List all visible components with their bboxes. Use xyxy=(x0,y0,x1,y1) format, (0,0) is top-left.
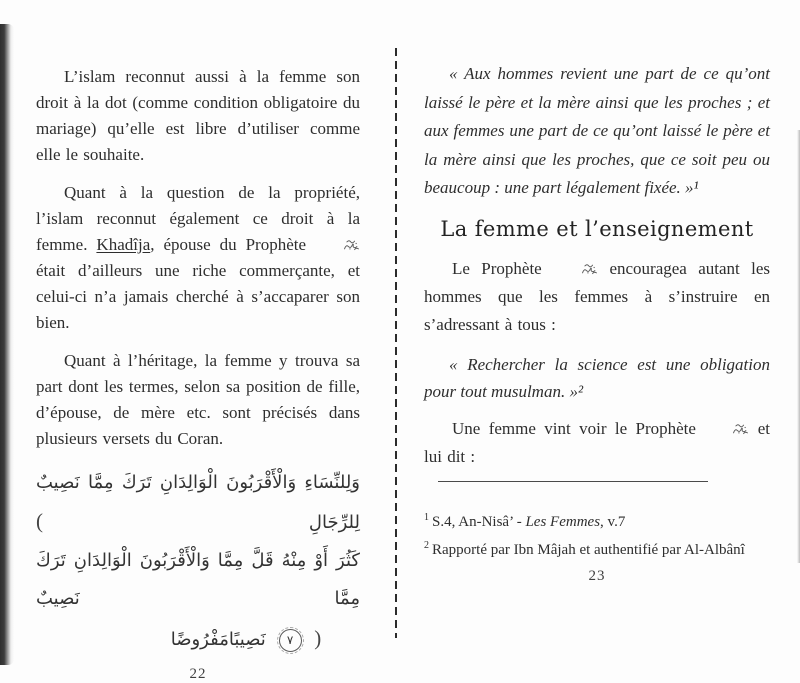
quran-line-1-text: وَلِلنِّسَاءِ وَالْأَقْرَبُونَ الْوَالِدَانِ تَرَكَ مِمَّا نَصِيبٌ لِلرِّجَالِ xyxy=(36,472,360,533)
quran-verse-line-1 xyxy=(36,464,360,542)
quran-line-2-text: كَثُرَ أَوْ مِنْهُ قَلَّ مِمَّا وَالْأَقْرَبُونَ الْوَالِدَانِ تَرَكَ مِمَّا نَصِيبٌ xyxy=(36,550,360,609)
quran-verse-block xyxy=(36,464,360,660)
paragraph-dot-text: L’islam reconnut aussi à la femme son droit à la dot (comme condition obligatoire du mariage) qu’elle est libre d’utiliser comme elle le souhaite. xyxy=(36,67,360,164)
page-number-left: 22 xyxy=(189,666,207,682)
paragraph-dot xyxy=(36,64,360,168)
footnote-separator xyxy=(438,481,708,482)
footnotes-block xyxy=(424,506,770,562)
paragraph-femme-vint xyxy=(424,415,770,471)
right-page xyxy=(424,60,770,585)
footnote-1-marker: 1 xyxy=(424,511,429,523)
quote-science-text: « Rechercher la science est une obligation pour tout musulman. »² xyxy=(424,354,770,401)
paragraph-heritage xyxy=(36,348,360,452)
quote-science xyxy=(424,351,770,405)
footnote-1-text-a: S.4, An-Nisâ’ - xyxy=(432,513,526,530)
page-gutter-divider xyxy=(395,48,397,638)
ayah-number-circle: ٧ xyxy=(279,629,302,652)
verse-open-bracket: ( xyxy=(36,509,43,533)
footnote-1-text-b: , v.7 xyxy=(600,513,626,530)
verse-close-bracket: ) xyxy=(314,626,322,650)
saw-calligraphy-icon xyxy=(704,415,749,443)
left-page xyxy=(36,64,360,683)
book-left-edge-shadow xyxy=(0,24,14,665)
saw-calligraphy-icon xyxy=(315,232,360,258)
footnote-1 xyxy=(424,506,770,534)
footnote-2-text: Rapporté par Ibn Mâjah et authentifié par Al-Albânî xyxy=(432,541,745,558)
paragraph-propriete-text-b: , épouse du Prophète xyxy=(150,235,315,254)
paragraph-enseignement xyxy=(424,255,770,339)
footnote-2-marker: 2 xyxy=(424,539,429,551)
quote-inheritance xyxy=(424,60,770,203)
page-number-right: 23 xyxy=(588,567,606,584)
paragraph-heritage-text: Quant à l’héritage, la femme y trouva sa part dont les termes, selon sa position de fille, d’épouse, de mère etc. sont précisés dans plusieurs versets du Coran. xyxy=(36,351,360,448)
khadija-underlined: Khadîja xyxy=(96,235,151,254)
paragraph-propriete-text-c: était d’ailleurs une riche commerçante, et celui-ci n’a jamais cherché à s’accaparer son bien. xyxy=(36,261,360,332)
paragraph-enseignement-text-b: encouragea autant les hommes que les femmes à s’instruire en s’adressant à tous : xyxy=(424,258,771,334)
saw-calligraphy-icon xyxy=(553,255,598,283)
footnote-2 xyxy=(424,534,770,562)
quran-line-3-text: نَصِيبًامَفْرُوضًا xyxy=(170,629,266,650)
paragraph-femme-vint-text-b: et lui dit : xyxy=(424,418,770,466)
paragraph-propriete xyxy=(36,180,360,336)
paragraph-enseignement-text-a: Le Prophète xyxy=(452,258,554,278)
quran-verse-line-3 xyxy=(84,618,408,660)
quran-verse-line-2 xyxy=(36,542,360,618)
quote-inheritance-text: « Aux hommes revient une part de ce qu’ont laissé le père et la mère ainsi que les proches ; et aux femmes une part de ce qu’ont laissé le père et la mère ainsi que les proches, que ce soit peu ou beaucoup : une part légalement fixée. »¹ xyxy=(424,64,770,197)
section-heading: La femme et l’enseignement xyxy=(440,216,754,241)
paragraph-femme-vint-text-a: Une femme vint voir le Prophète xyxy=(452,418,705,438)
footnote-1-title-italic: Les Femmes xyxy=(525,513,601,530)
paragraph-propriete-text-a: Quant à la question de la propriété, l’islam reconnut également ce droit à la femme. xyxy=(36,183,360,254)
